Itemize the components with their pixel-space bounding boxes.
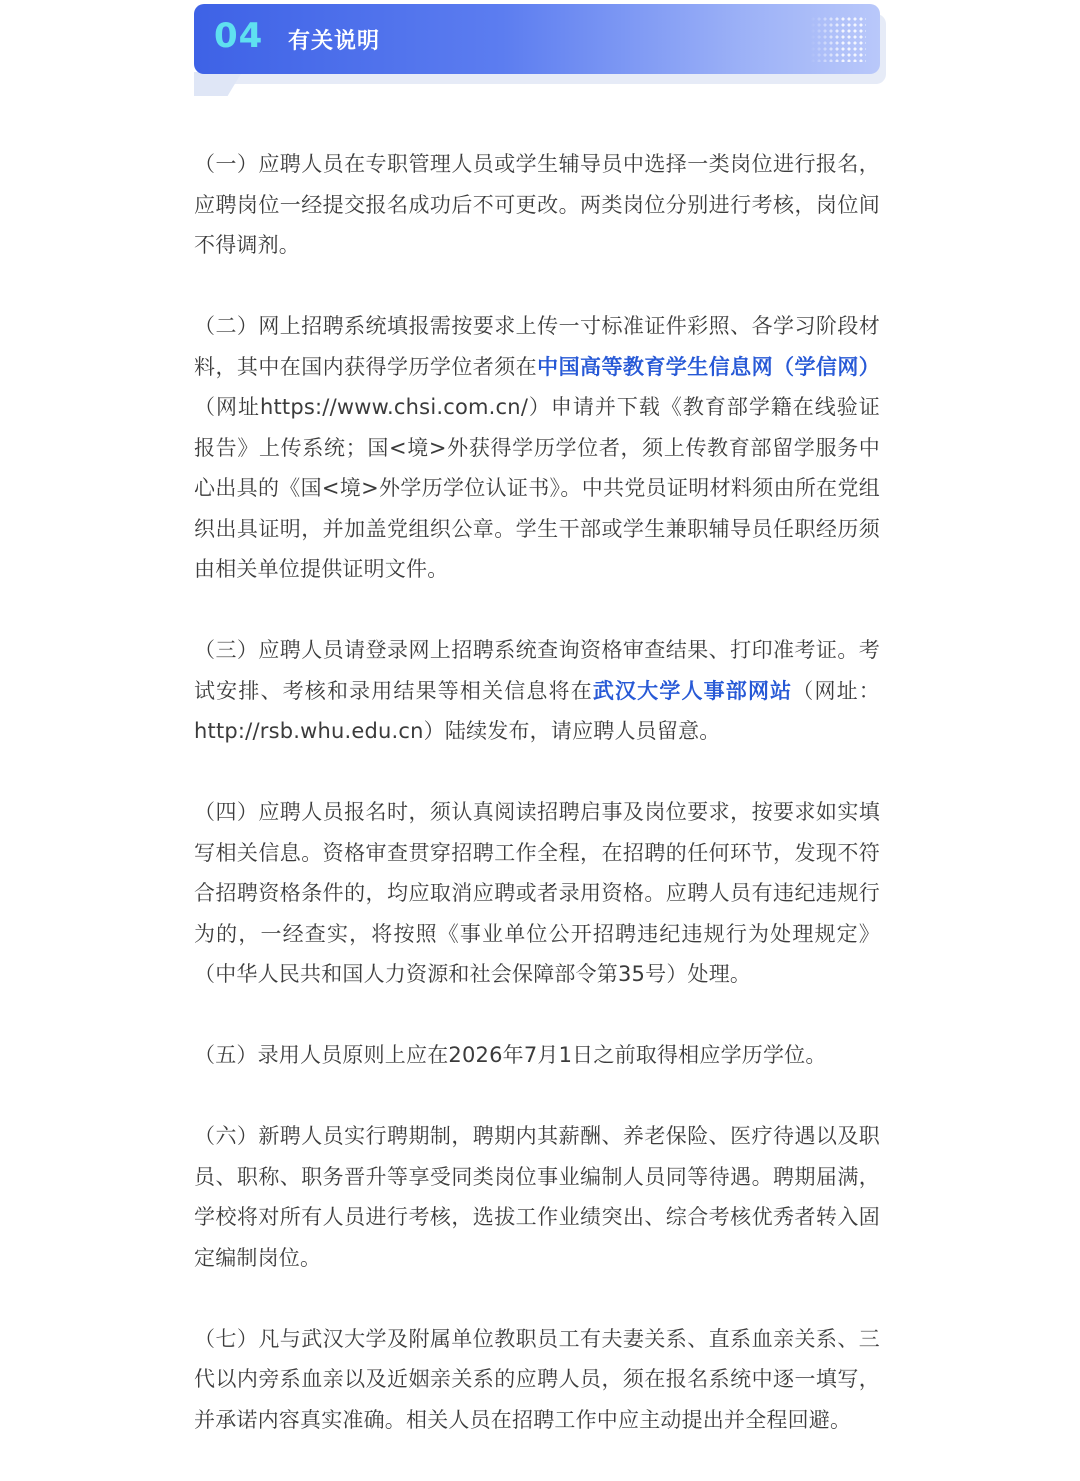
dot-pattern-icon [810, 16, 866, 62]
text-segment: （六）新聘人员实行聘期制，聘期内其薪酬、养老保险、医疗待遇以及职员、职称、职务晋升等享受同类岗位事业编制人员同等待遇。聘期届满，学校将对所有人员进行考核，选拔工作业绩突出、综合考核优秀者转入固定编制岗位。 [194, 1124, 880, 1270]
note-paragraph [194, 792, 880, 995]
note-paragraph [194, 306, 880, 590]
header-bar [194, 4, 880, 74]
note-paragraph [194, 1319, 880, 1441]
text-segment: （网址：http://rsb.whu.edu.cn）陆续发布，请应聘人员留意。 [194, 678, 880, 743]
note-paragraph [194, 1035, 880, 1076]
notes-content [194, 144, 880, 1481]
text-segment: （一）应聘人员在专职管理人员或学生辅导员中选择一类岗位进行报名，应聘岗位一经提交报名成功后不可更改。两类岗位分别进行考核，岗位间不得调剂。 [194, 152, 880, 257]
note-paragraph [194, 144, 880, 266]
note-paragraph [194, 630, 880, 752]
section-number: 04 [214, 16, 264, 56]
chsi-link[interactable]: 中国高等教育学生信息网（学信网） [537, 354, 880, 379]
text-segment: （三）应聘人员请登录网上招聘系统查询资格审查结果、打印准考证。考试安排、考核和录用结果等相关信息将在 [194, 638, 880, 703]
text-segment: （五）录用人员原则上应在2026年7月1日之前取得相应学历学位。 [194, 1043, 827, 1067]
text-segment: （网址https://www.chsi.com.cn/）申请并下载《教育部学籍在线验证报告》上传系统；国<境>外获得学历学位者，须上传教育部留学服务中心出具的《国<境>外学历学位认证书》。中共党员证明材料须由所在党组织出具证明，并加盖党组织公章。学生干部或学生兼职辅导员任职经历须由相关单位提供证明文件。 [194, 395, 880, 581]
text-segment: （七）凡与武汉大学及附属单位教职员工有夫妻关系、直系血亲关系、三代以内旁系血亲以及近姻亲关系的应聘人员，须在报名系统中逐一填写，并承诺内容真实准确。相关人员在招聘工作中应主动提出并全程回避。 [194, 1326, 880, 1432]
text-segment: （二）网上招聘系统填报需按要求上传一寸标准证件彩照、各学习阶段材料，其中在国内获得学历学位者须在 [194, 314, 880, 379]
section-header [194, 4, 880, 96]
note-paragraph [194, 1116, 880, 1278]
header-tab-decoration [194, 72, 242, 96]
text-segment: （四）应聘人员报名时，须认真阅读招聘启事及岗位要求，按要求如实填写相关信息。资格审查贯穿招聘工作全程，在招聘的任何环节，发现不符合招聘资格条件的，均应取消应聘或者录用资格。应聘人员有违纪违规行为的，一经查实，将按照《事业单位公开招聘违纪违规行为处理规定》（中华人民共和国人力资源和社会保障部令第35号）处理。 [194, 800, 880, 986]
section-title: 有关说明 [288, 29, 381, 54]
whu-hr-link[interactable]: 武汉大学人事部网站 [592, 678, 793, 703]
